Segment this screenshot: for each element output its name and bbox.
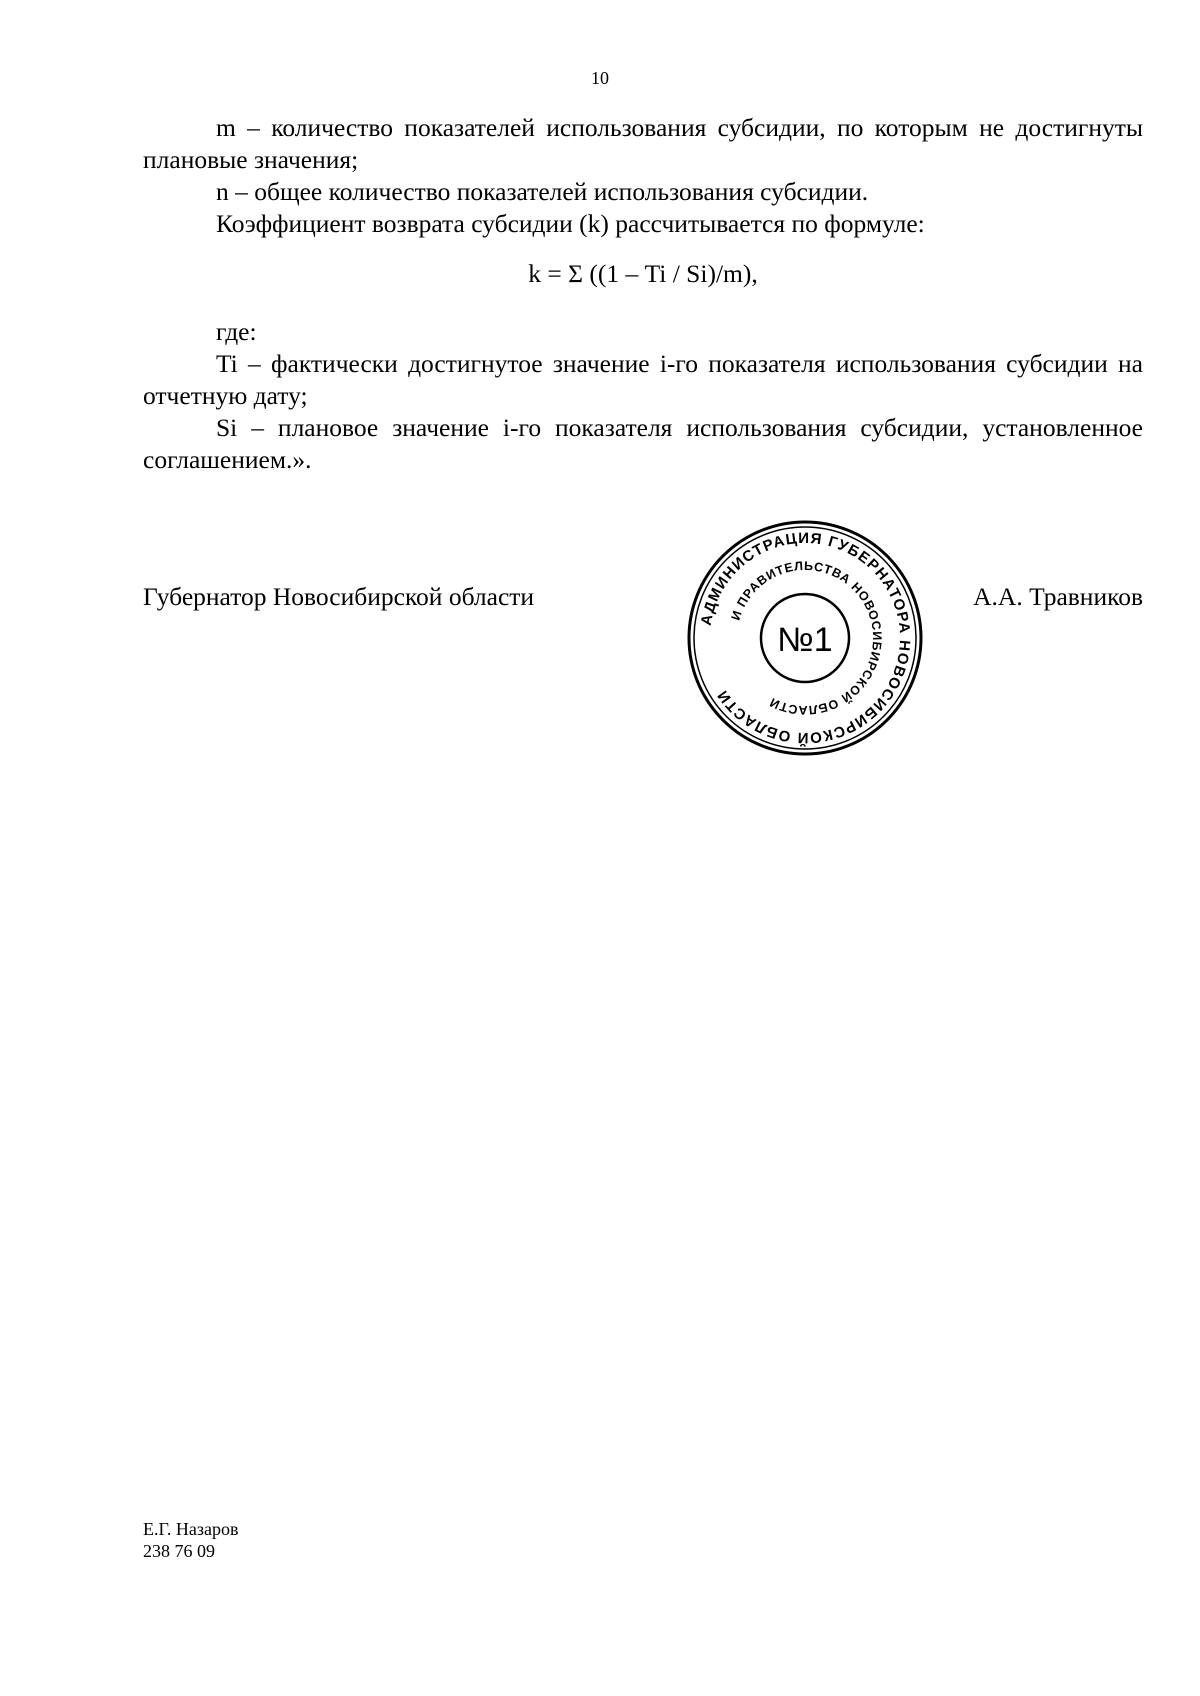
seal-outer-text: АДМИНИСТРАЦИЯ ГУБЕРНАТОРА НОВОСИБИРСКОЙ ОБЛАСТИ [697, 529, 914, 747]
paragraph-n-definition: n – общее количество показателей использования субсидии. [216, 177, 869, 206]
signatory-name: А.А. Травников [973, 582, 1143, 611]
page-number: 10 [591, 68, 609, 88]
definition-si: Si – плановое значение i-го показателя использования субсидии, установленное соглашением.». [143, 413, 1143, 474]
document-body [143, 112, 1143, 476]
seal-inner-text: И ПРАВИТЕЛЬСТВА НОВОСИБИРСКОЙ ОБЛАСТИ [728, 558, 885, 718]
executor-name: Е.Г. Назаров [143, 1519, 239, 1539]
executor-phone: 238 76 09 [143, 1541, 215, 1561]
where-label: где: [216, 317, 257, 346]
footer-contact [143, 1518, 238, 1562]
paragraph-m-definition: m – количество показателей использования субсидии, по которым не достигнуты плановые значения; [143, 113, 1143, 174]
official-seal-icon [685, 518, 925, 758]
formula: k = Σ ((1 – Ti / Si)/m), [528, 259, 758, 288]
paragraph-coefficient-intro: Коэффициент возврата субсидии (k) рассчитывается по формуле: [216, 209, 925, 238]
definition-ti: Ti – фактически достигнутое значение i-го показателя использования субсидии на отчетную дату; [143, 349, 1143, 410]
seal-center-text: №1 [777, 621, 833, 659]
signatory-position: Губернатор Новосибирской области [143, 582, 535, 611]
